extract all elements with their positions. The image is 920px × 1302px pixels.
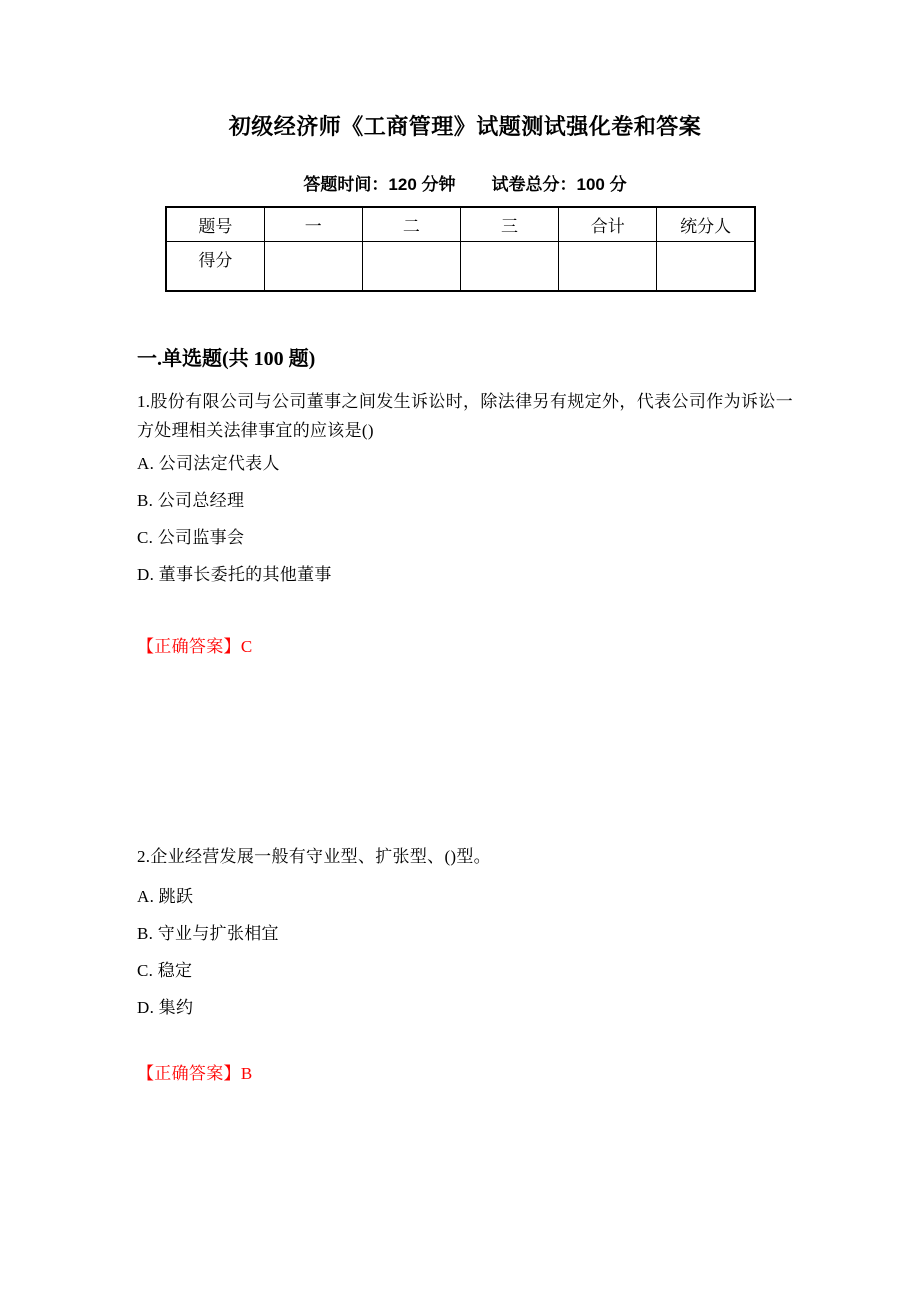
- score-cell-empty: [657, 242, 755, 292]
- exam-meta: [137, 174, 793, 196]
- question-block: [137, 842, 793, 1088]
- answer-letter: B: [240, 1064, 253, 1083]
- score-cell-empty: [362, 242, 460, 292]
- option-item: C. 稳定: [137, 961, 193, 980]
- question-block: [137, 387, 793, 661]
- answer-line: [137, 632, 793, 661]
- option-list: [137, 445, 793, 593]
- page-title: 初级经济师《工商管理》试题测试强化卷和答案: [228, 114, 702, 139]
- score-table-header: [166, 207, 755, 242]
- option-item: A. 公司法定代表人: [137, 454, 280, 473]
- score-table-header-row: [166, 207, 755, 242]
- score-row-label: 得分: [166, 242, 264, 292]
- section-heading: 一.单选题(共 100 题): [137, 348, 316, 370]
- option-item: A. 跳跃: [137, 887, 194, 906]
- score-table-header-cell: 统分人: [657, 207, 755, 242]
- score-cell-empty: [264, 242, 362, 292]
- score-table-header-cell: 二: [362, 207, 460, 242]
- time-limit-label: 答题时间：120 分钟: [303, 175, 456, 194]
- option-item: B. 守业与扩张相宜: [137, 924, 279, 943]
- score-table-body: [166, 242, 755, 292]
- option-list: [137, 878, 793, 1026]
- score-table: [165, 206, 756, 292]
- score-cell-empty: [460, 242, 558, 292]
- answer-label: 【正确答案】: [137, 1064, 241, 1083]
- score-table-header-cell: 合计: [559, 207, 657, 242]
- score-table-header-cell: 题号: [166, 207, 264, 242]
- answer-line: [137, 1059, 793, 1088]
- question-text: 2.企业经营发展一般有守业型、扩张型、()型。: [137, 847, 491, 866]
- answer-letter: C: [240, 637, 253, 656]
- score-table-header-cell: 三: [460, 207, 558, 242]
- total-score-label: 试卷总分：100 分: [491, 175, 627, 194]
- score-table-header-cell: 一: [264, 207, 362, 242]
- option-item: C. 公司监事会: [137, 528, 245, 547]
- question-text: 1.股份有限公司与公司董事之间发生诉讼时，除法律另有规定外，代表公司作为诉讼一方处理相关法律事宜的应该是(): [137, 392, 793, 440]
- answer-label: 【正确答案】: [137, 637, 241, 656]
- option-item: D. 集约: [137, 998, 194, 1017]
- score-table-row: [166, 242, 755, 292]
- option-item: D. 董事长委托的其他董事: [137, 565, 332, 584]
- score-cell-empty: [559, 242, 657, 292]
- option-item: B. 公司总经理: [137, 491, 245, 510]
